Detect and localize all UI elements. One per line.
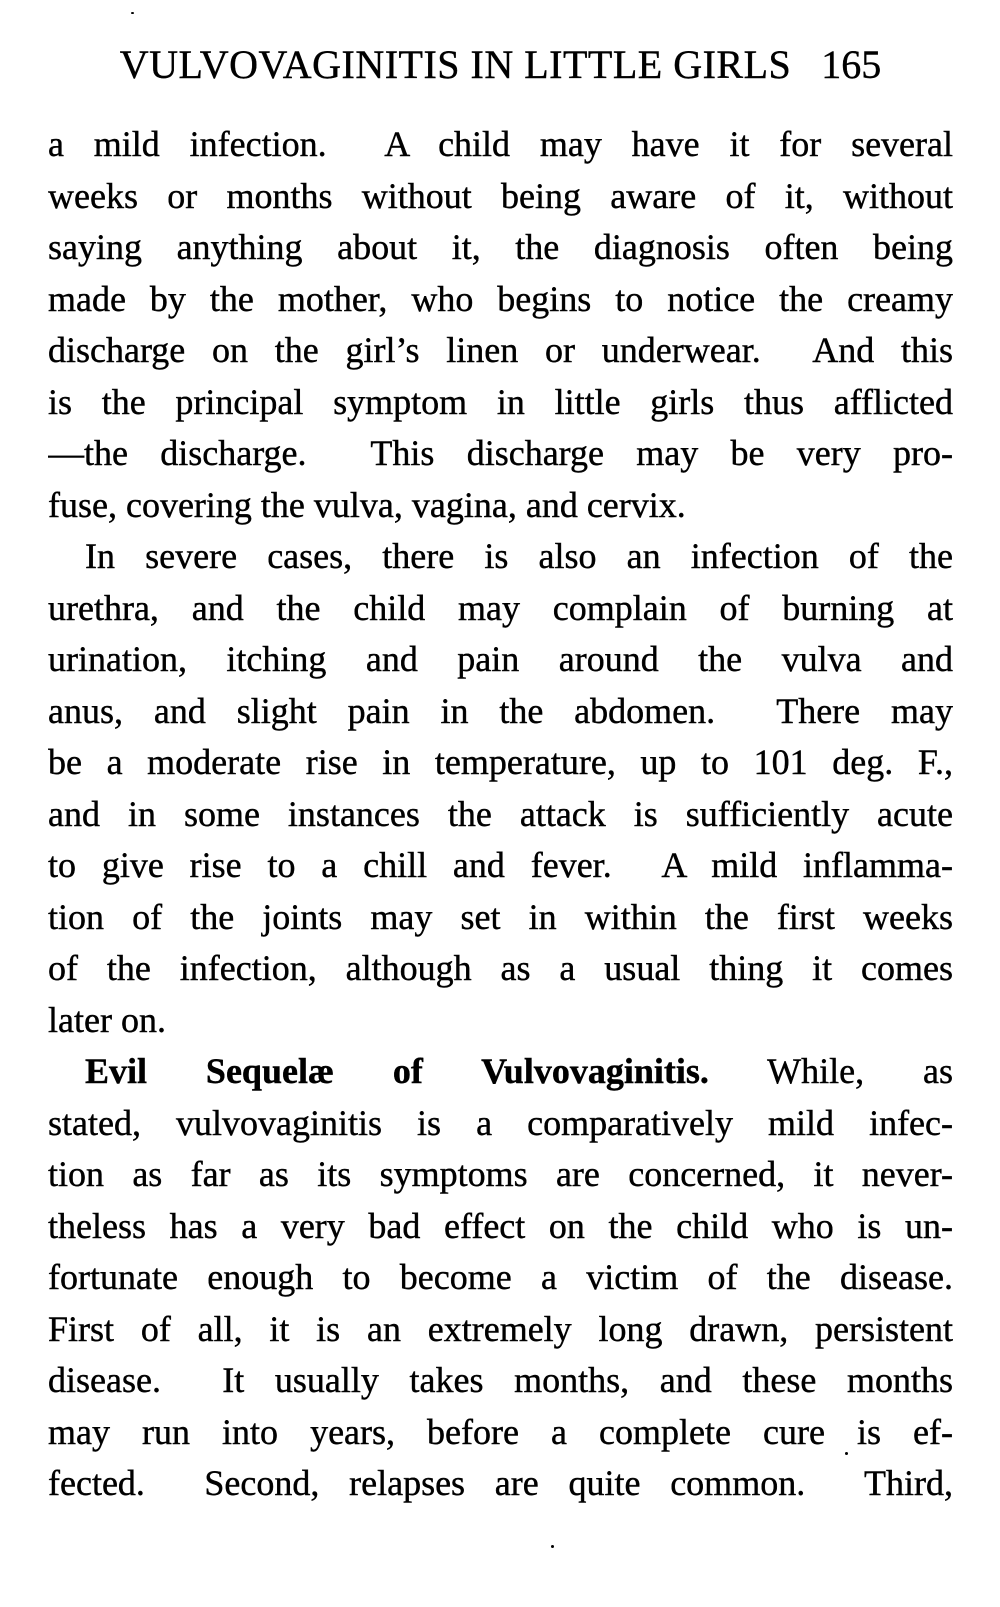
text-line: tion of the joints may set in within the first weeks: [48, 896, 953, 937]
page-body: [48, 119, 953, 1510]
text-line: urination, itching and pain around the vulva and: [48, 639, 953, 679]
text-line: of the infection, although as a usual thing it comes: [48, 948, 953, 988]
text-line: stated, vulvovaginitis is a comparatively mild infec-: [48, 1102, 953, 1143]
text-segment: While, as: [767, 1051, 953, 1091]
text-line: may run into years, before a complete cure is ef-: [48, 1411, 953, 1452]
text-line: In severe cases, there is also an infection of the: [85, 536, 953, 576]
text-line: urethra, and the child may complain of burning at: [48, 587, 953, 628]
ink-speck: [845, 1452, 848, 1455]
text-line: made by the mother, who begins to notice the creamy: [48, 278, 953, 319]
text-line: tion as far as its symptoms are concerned, it never-: [48, 1154, 953, 1194]
text-line: —the discharge. This discharge may be very pro-: [48, 433, 953, 473]
text-line: saying anything about it, the diagnosis often being: [48, 227, 953, 267]
page-number: 165: [821, 42, 882, 87]
text-line: fuse, covering the vulva, vagina, and cervix.: [48, 484, 686, 525]
text-line: be a moderate rise in temperature, up to 101 deg. F.,: [48, 742, 953, 782]
text-line: a mild infection. A child may have it for several: [48, 124, 953, 164]
text-line: to give rise to a chill and fever. A mild inflamma-: [48, 845, 953, 885]
paragraph-heading-line: [48, 1046, 953, 1098]
text-line: disease. It usually takes months, and these months: [48, 1360, 953, 1400]
running-head: [48, 42, 953, 90]
text-line: fortunate enough to become a victim of the disease.: [48, 1257, 953, 1297]
text-line: is the principal symptom in little girls thus afflicted: [48, 381, 953, 422]
text-line: later on.: [48, 999, 166, 1040]
text-line: discharge on the girl’s linen or underwear. And this: [48, 330, 953, 370]
text-line: theless has a very bad effect on the child who is un-: [48, 1205, 953, 1246]
text-line: anus, and slight pain in the abdomen. There may: [48, 690, 953, 731]
text-line: and in some instances the attack is sufficiently acute: [48, 793, 953, 834]
text-line: fected. Second, relapses are quite common. Third,: [48, 1463, 953, 1503]
text-line: weeks or months without being aware of it, without: [48, 175, 953, 216]
ink-speck: [131, 12, 134, 14]
text-line: First of all, it is an extremely long drawn, persistent: [48, 1308, 953, 1349]
section-heading: Evil Sequelæ of Vulvovaginitis.: [85, 1051, 709, 1091]
running-head-title: VULVOVAGINITIS IN LITTLE GIRLS: [119, 42, 792, 87]
ink-speck: [551, 1545, 554, 1548]
